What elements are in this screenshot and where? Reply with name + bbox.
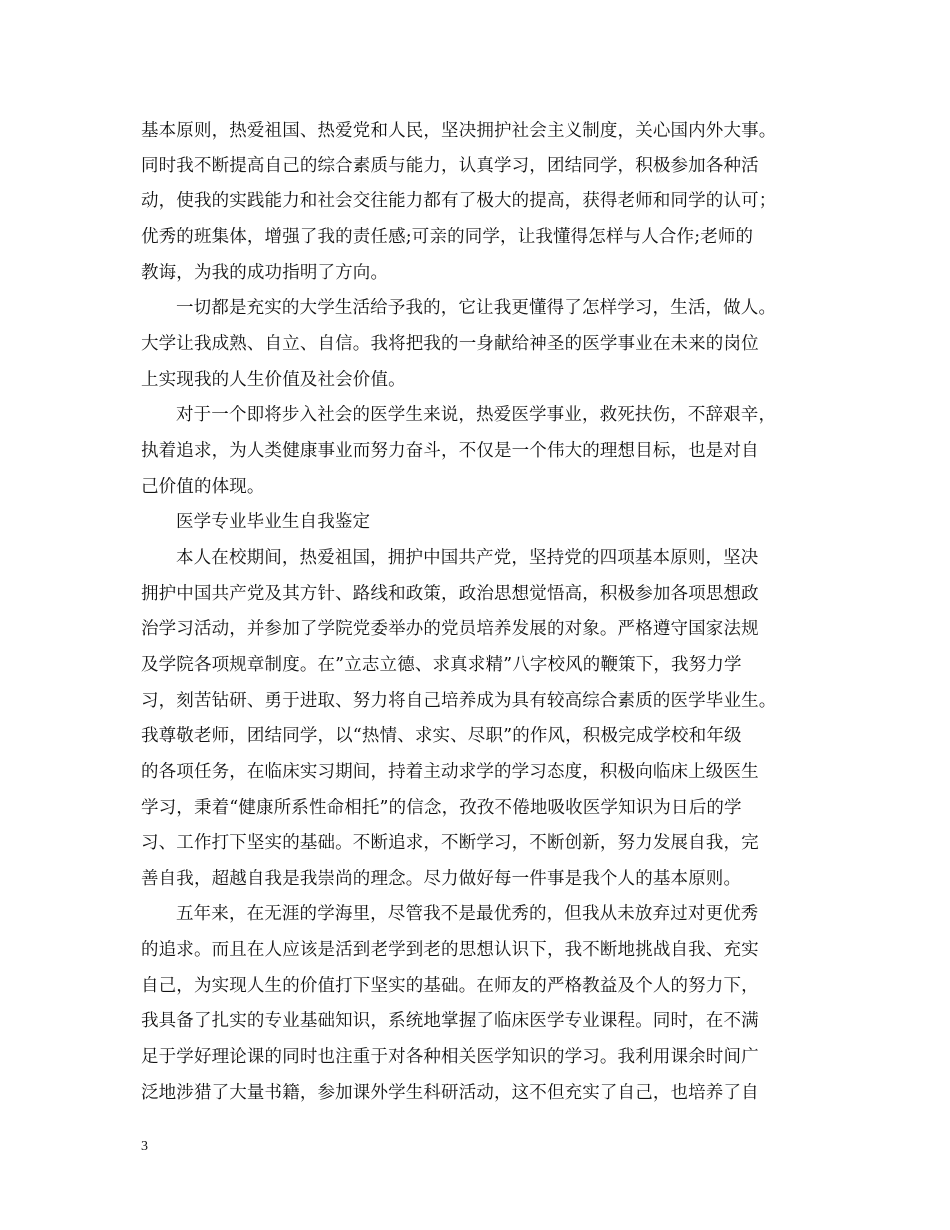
text-line: 教诲，为我的成功指明了方向。 — [141, 263, 389, 283]
paragraph-start-line: 五年来，在无涯的学海里，尽管我不是最优秀的，但我从未放弃过对更优秀 — [176, 904, 759, 924]
text-line: 己价值的体现。 — [141, 477, 265, 497]
section-heading: 医学专业毕业生自我鉴定 — [176, 512, 371, 532]
text-line: 拥护中国共产党及其方针、路线和政策，政治思想觉悟高，积极参加各项思想政 — [141, 584, 759, 604]
text-line: 同时我不断提高自己的综合素质与能力，认真学习，团结同学，积极参加各种活 — [141, 156, 759, 176]
text-line: 自己，为实现人生的价值打下坚实的基础。在师友的严格教益及个人的努力下， — [141, 976, 759, 996]
text-line: 的各项任务，在临床实习期间，持着主动求学的学习态度，积极向临床上级医生 — [141, 762, 759, 782]
text-line: 学习，秉着“健康所系性命相托”的信念，孜孜不倦地吸收医学知识为日后的学 — [141, 798, 742, 818]
text-line: 泛地涉猎了大量书籍，参加课外学生科研活动，这不但充实了自己，也培养了自 — [141, 1083, 759, 1103]
text-line: 及学院各项规章制度。在”立志立德、求真求精”八字校风的鞭策下，我努力学 — [141, 655, 742, 675]
text-line: 习、工作打下坚实的基础。不断追求，不断学习，不断创新，努力发展自我，完 — [141, 833, 759, 853]
text-line: 基本原则，热爱祖国、热爱党和人民，坚决拥护社会主义制度，关心国内外大事。 — [141, 121, 777, 141]
text-line: 我尊敬老师，团结同学，以“热情、求实、尽职”的作风，积极完成学校和年级 — [141, 726, 742, 746]
text-line: 善自我，超越自我是我崇尚的理念。尽力做好每一件事是我个人的基本原则。 — [141, 869, 742, 889]
text-line: 习，刻苦钻研、勇于进取、努力将自己培养成为具有较高综合素质的医学毕业生。 — [141, 691, 777, 711]
text-line: 的追求。而且在人应该是活到老学到老的思想认识下，我不断地挑战自我、充实 — [141, 940, 759, 960]
page-number: 3 — [141, 1139, 148, 1154]
text-line: 治学习活动，并参加了学院党委举办的党员培养发展的对象。严格遵守国家法规 — [141, 619, 759, 639]
text-line: 大学让我成熟、自立、自信。我将把我的一身献给神圣的医学事业在未来的岗位 — [141, 334, 759, 354]
paragraph-start-line: 本人在校期间，热爱祖国，拥护中国共产党，坚持党的四项基本原则，坚决 — [176, 548, 759, 568]
paragraph-start-line: 对于一个即将步入社会的医学生来说，热爱医学事业，救死扶伤，不辞艰辛， — [176, 405, 777, 425]
text-line: 动，使我的实践能力和社会交往能力都有了极大的提高，获得老师和同学的认可； — [141, 191, 777, 211]
text-line: 优秀的班集体，增强了我的责任感;可亲的同学，让我懂得怎样与人合作;老师的 — [141, 227, 754, 247]
text-line: 足于学好理论课的同时也注重于对各种相关医学知识的学习。我利用课余时间广 — [141, 1047, 759, 1067]
text-line: 执着追求，为人类健康事业而努力奋斗，不仅是一个伟大的理想目标，也是对自 — [141, 441, 759, 461]
text-line: 我具备了扎实的专业基础知识，系统地掌握了临床医学专业课程。同时，在不满 — [141, 1011, 759, 1031]
text-line: 上实现我的人生价值及社会价值。 — [141, 370, 406, 390]
paragraph-start-line: 一切都是充实的大学生活给予我的，它让我更懂得了怎样学习，生活，做人。 — [176, 298, 777, 318]
